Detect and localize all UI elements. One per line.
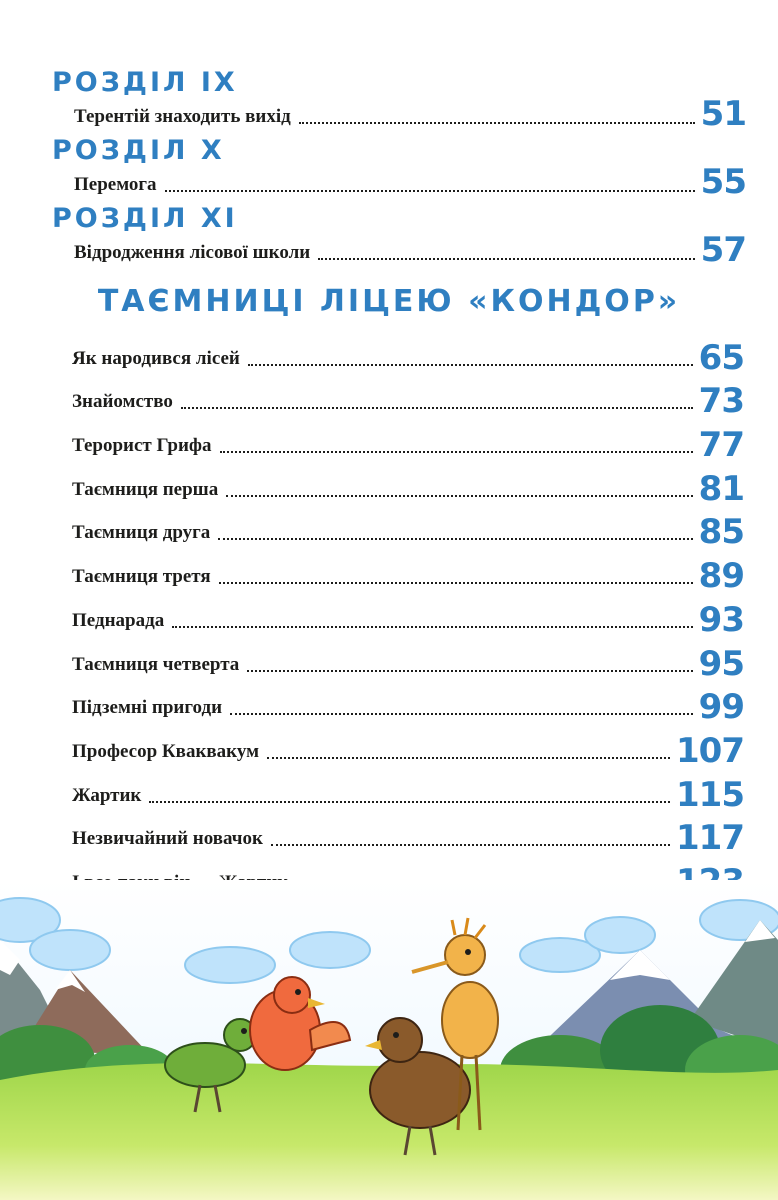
page-number: 107 xyxy=(676,730,744,771)
toc-title: Таємниця друга xyxy=(72,522,211,544)
chapter-label: РОЗДІЛ X xyxy=(52,135,225,166)
toc-title: Педнарада xyxy=(72,609,165,631)
page-number: 85 xyxy=(698,512,744,553)
toc-entry[interactable] xyxy=(74,96,746,132)
toc-entry[interactable] xyxy=(72,376,744,420)
dot-leader xyxy=(165,188,695,192)
toc-entry[interactable] xyxy=(74,164,746,200)
chapter-item xyxy=(50,204,750,272)
toc-entry[interactable] xyxy=(72,725,744,769)
toc-title: Перемога xyxy=(74,174,157,195)
birds-meadow-illustration xyxy=(0,880,778,1200)
dot-leader xyxy=(181,405,693,409)
toc-title: Таємниця четверта xyxy=(72,653,240,675)
dot-leader xyxy=(149,799,670,803)
page-number: 93 xyxy=(698,599,744,640)
entry-list xyxy=(72,332,744,900)
toc-title: Терентій знаходить вихід xyxy=(74,106,291,127)
page-number: 73 xyxy=(698,381,744,422)
toc-title: Таємниця перша xyxy=(72,478,219,500)
dot-leader xyxy=(230,711,693,715)
toc-title: Професор Кваквакум xyxy=(72,740,260,762)
dot-leader xyxy=(219,580,693,584)
toc-entry[interactable] xyxy=(72,332,744,376)
toc-title: Як народився лісей xyxy=(72,347,240,369)
page-number: 99 xyxy=(698,687,744,728)
page-number: 81 xyxy=(698,468,744,509)
page-number: 117 xyxy=(676,818,744,859)
toc-entry[interactable] xyxy=(72,682,744,726)
chapter-item xyxy=(50,68,750,136)
dot-leader xyxy=(247,668,692,672)
toc-title: Таємниця третя xyxy=(72,566,211,588)
chapter-list xyxy=(50,68,750,272)
page-number: 115 xyxy=(676,774,744,815)
page-number: 77 xyxy=(698,425,744,466)
page-number: 65 xyxy=(698,337,744,378)
toc-entry[interactable] xyxy=(72,463,744,507)
dot-leader xyxy=(226,493,692,497)
toc-entry[interactable] xyxy=(72,813,744,857)
dot-leader xyxy=(271,842,670,846)
page-number: 89 xyxy=(698,556,744,597)
page-number: 95 xyxy=(698,643,744,684)
dot-leader xyxy=(318,256,694,260)
dot-leader xyxy=(299,120,695,124)
dot-leader xyxy=(248,362,693,366)
toc-entry[interactable] xyxy=(72,419,744,466)
chapter-item xyxy=(50,136,750,204)
page-number: 57 xyxy=(700,230,746,270)
toc-entry[interactable] xyxy=(72,550,744,597)
toc-title: Незвичайний новачок xyxy=(72,828,263,850)
chapter-label: РОЗДІЛ XI xyxy=(52,203,238,234)
page-number: 55 xyxy=(700,162,746,202)
dot-leader xyxy=(220,449,693,453)
toc-entry[interactable] xyxy=(72,594,744,638)
toc-title: Знайомство xyxy=(72,391,173,413)
dot-leader xyxy=(172,624,692,628)
toc-entry[interactable] xyxy=(72,638,744,682)
toc-entry[interactable] xyxy=(72,769,744,813)
toc-title: Жартик xyxy=(72,784,142,806)
page-number: 51 xyxy=(700,94,746,134)
toc-title: Підземні пригоди xyxy=(72,697,223,719)
toc-title: Терорист Грифа xyxy=(72,435,212,457)
dot-leader xyxy=(218,536,692,540)
section-heading: ТАЄМНИЦІ ЛІЦЕЮ «КОНДОР» xyxy=(97,284,681,319)
chapter-label: РОЗДІЛ IX xyxy=(52,67,238,98)
toc-entry[interactable] xyxy=(74,232,746,268)
toc-title: Відродження лісової школи xyxy=(74,242,311,263)
dot-leader xyxy=(267,755,670,759)
toc-entry[interactable] xyxy=(72,507,744,551)
